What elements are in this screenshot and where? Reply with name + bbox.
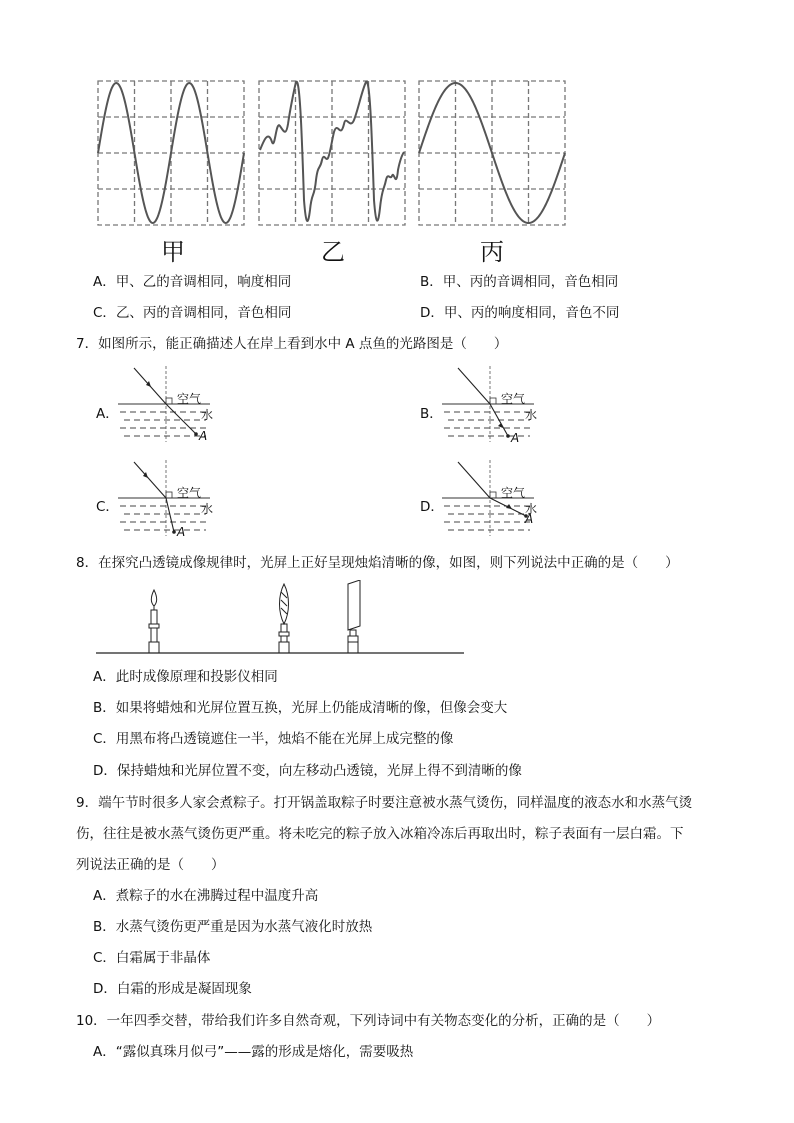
q7-option-b-letter: B． [420, 406, 443, 422]
q9-option-a: A．煮粽子的水在沸腾过程中温度升高 [93, 888, 319, 904]
panel-label-yi: 乙 [321, 238, 345, 266]
q9-stem-line-2: 伤，往往是被水蒸气烫伤更严重。将未吃完的粽子放入冰箱冷冻后再取出时，粽子表面有一层白霜。下 [76, 826, 684, 842]
q7-d-point-label: A [525, 512, 534, 526]
q8-option-c: C．用黑布将凸透镜遮住一半，烛焰不能在光屏上成完整的像 [93, 731, 454, 747]
q7-d-water-label: 水 [525, 502, 538, 516]
q7-option-d-letter: D． [420, 499, 444, 515]
q9-stem-line-1: 9．端午节时很多人家会煮粽子。打开锅盖取粽子时要注意被水蒸气烫伤，同样温度的液态水和水蒸气烫 [76, 795, 693, 811]
convex-lens [279, 584, 289, 653]
panel-label-bing: 丙 [480, 238, 504, 266]
q9-option-c: C．白霜属于非晶体 [93, 950, 211, 966]
option-text: 甲、乙的音调相同，响度相同 [115, 274, 292, 290]
q8-optical-bench-diagram [96, 580, 466, 656]
q7-c-air-label: 空气 [177, 486, 202, 500]
q7-b-point-label: A [511, 431, 520, 445]
q6-option-b [420, 270, 618, 290]
candle [149, 590, 159, 653]
q8-option-b: B．如果将蜡烛和光屏位置互换，光屏上仍能成清晰的像，但像会变大 [93, 700, 508, 716]
q7-diagram-b [442, 362, 547, 444]
option-text: 甲、丙的响度相同，音色不同 [443, 305, 620, 321]
q9-stem-line-3: 列说法正确的是（ ） [76, 857, 225, 873]
q7-b-water-label: 水 [525, 408, 538, 422]
q7-c-water-label: 水 [201, 502, 214, 516]
option-letter: D． [420, 305, 444, 321]
option-text: 乙、丙的音调相同，音色相同 [115, 305, 292, 321]
q7-b-air-label: 空气 [501, 392, 526, 406]
q8-option-d: D．保持蜡烛和光屏位置不变，向左移动凸透镜，光屏上得不到清晰的像 [93, 763, 522, 779]
q7-a-water-label: 水 [201, 408, 214, 422]
waveform-yi [258, 80, 406, 228]
q7-a-point-label: A [199, 429, 208, 443]
q7-option-c-letter: C． [96, 499, 119, 515]
option-letter: C． [93, 305, 116, 321]
light-screen [348, 580, 360, 653]
q7-option-a-letter: A． [96, 406, 119, 422]
q6-option-a [93, 270, 291, 290]
option-letter: A． [93, 274, 116, 290]
q9-option-d: D．白霜的形成是凝固现象 [93, 981, 252, 997]
q10-stem: 10．一年四季交替，带给我们许多自然奇观，下列诗词中有关物态变化的分析，正确的是（ ） [76, 1013, 661, 1029]
q9-option-b: B．水蒸气烫伤更严重是因为水蒸气液化时放热 [93, 919, 373, 935]
q10-option-a: A．“露似真珠月似弓”——露的形成是熔化，需要吸热 [93, 1044, 414, 1060]
q6-option-d [420, 301, 619, 321]
q7-diagram-a [118, 362, 223, 444]
waveform-bing [418, 80, 566, 228]
q8-stem: 8．在探究凸透镜成像规律时，光屏上正好呈现烛焰清晰的像，如图，则下列说法中正确的是（ ） [76, 555, 679, 571]
q7-a-air-label: 空气 [177, 392, 202, 406]
q7-stem: 7．如图所示，能正确描述人在岸上看到水中 A 点鱼的光路图是（ ） [76, 336, 508, 352]
waveform-jia [97, 80, 245, 228]
q7-d-air-label: 空气 [501, 486, 526, 500]
option-letter: B． [420, 274, 443, 290]
q8-option-a: A．此时成像原理和投影仪相同 [93, 669, 278, 685]
q7-c-point-label: A [177, 525, 186, 539]
q7-diagram-c [118, 456, 223, 538]
q6-option-c [93, 301, 291, 321]
panel-label-jia: 甲 [161, 238, 185, 266]
option-text: 甲、丙的音调相同，音色相同 [442, 274, 619, 290]
